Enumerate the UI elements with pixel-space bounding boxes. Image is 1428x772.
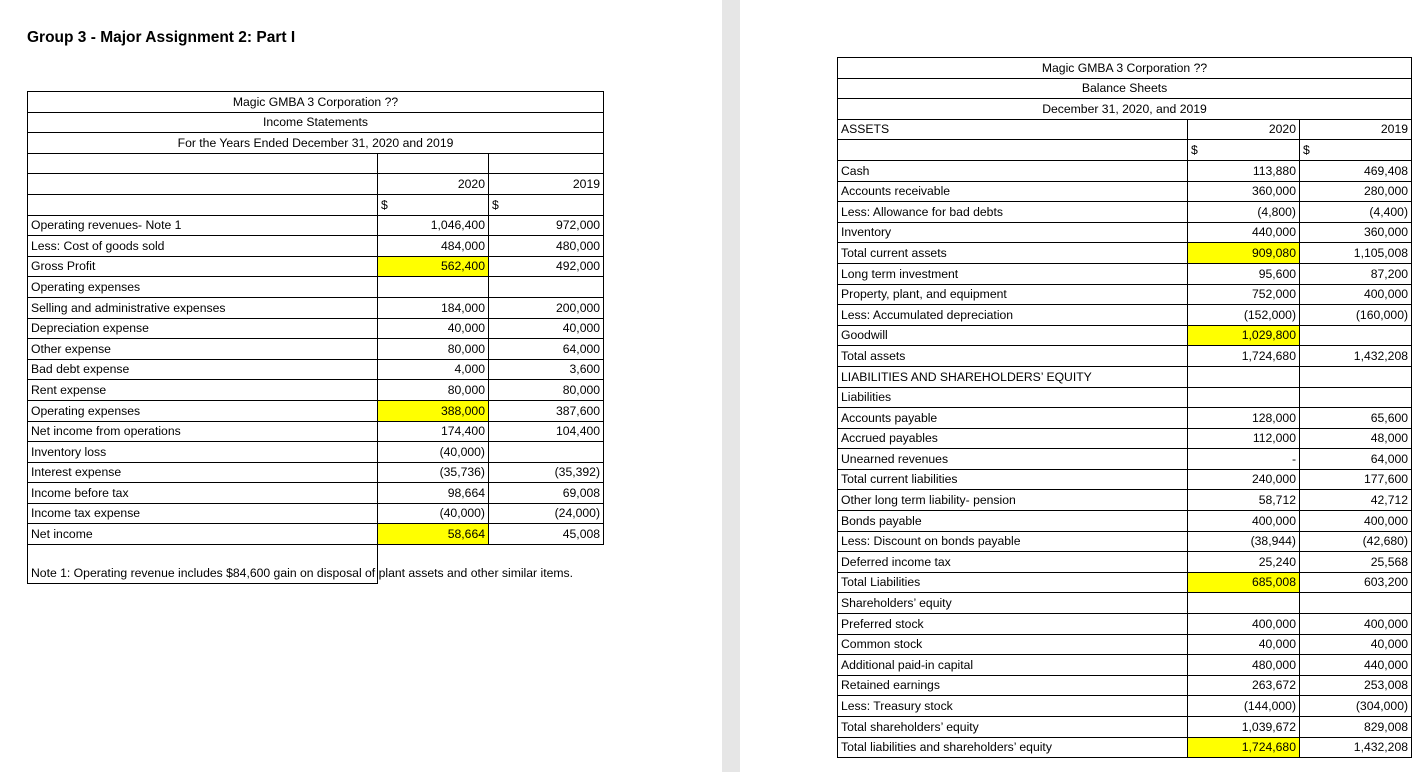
income-col-2019: 2019 (489, 174, 604, 195)
balance-value-2019: 1,432,208 (1300, 737, 1412, 758)
balance-value-2019 (1300, 387, 1412, 408)
page-gutter (722, 0, 740, 772)
balance-row (838, 737, 1412, 758)
balance-row (838, 696, 1412, 717)
balance-row (838, 160, 1412, 181)
balance-row-label: Inventory (838, 222, 1188, 243)
income-row-label: Bad debt expense (28, 359, 378, 380)
balance-row-label: Cash (838, 160, 1188, 181)
balance-row-label: Total current liabilities (838, 469, 1188, 490)
balance-row (838, 408, 1412, 429)
balance-row (838, 449, 1412, 470)
income-row-label: Selling and administrative expenses (28, 297, 378, 318)
period-row (28, 133, 604, 154)
income-value-2020: 562,400 (378, 256, 489, 277)
income-row (28, 483, 604, 504)
income-row-label: Inventory loss (28, 442, 378, 463)
note-row (28, 545, 604, 584)
balance-row (838, 531, 1412, 552)
income-value-2020: 80,000 (378, 339, 489, 360)
balance-row-label: Goodwill (838, 325, 1188, 346)
income-row (28, 462, 604, 483)
income-value-2020: 184,000 (378, 297, 489, 318)
balance-value-2020: 752,000 (1188, 284, 1300, 305)
income-row (28, 359, 604, 380)
balance-row (838, 284, 1412, 305)
balance-value-2019: 1,432,208 (1300, 346, 1412, 367)
income-row-label: Operating expenses (28, 400, 378, 421)
statement-row (838, 78, 1412, 99)
balance-value-2020: 25,240 (1188, 552, 1300, 573)
balance-row (838, 325, 1412, 346)
balance-value-2020: 1,029,800 (1188, 325, 1300, 346)
balance-row (838, 675, 1412, 696)
balance-value-2019: (42,680) (1300, 531, 1412, 552)
balance-value-2019: 25,568 (1300, 552, 1412, 573)
balance-value-2020: 909,080 (1188, 243, 1300, 264)
income-row-label: Operating revenues- Note 1 (28, 215, 378, 236)
balance-value-2019: 400,000 (1300, 614, 1412, 635)
balance-value-2020: 113,880 (1188, 160, 1300, 181)
income-value-2019: (24,000) (489, 503, 604, 524)
balance-period: December 31, 2020, and 2019 (838, 99, 1412, 120)
income-row (28, 256, 604, 277)
currency-symbol-2020: $ (378, 194, 489, 215)
balance-value-2019: 40,000 (1300, 634, 1412, 655)
balance-value-2020: 128,000 (1188, 408, 1300, 429)
period-row (838, 99, 1412, 120)
balance-value-2020: 1,724,680 (1188, 737, 1300, 758)
income-row-label: Net income (28, 524, 378, 545)
balance-value-2019: 177,600 (1300, 469, 1412, 490)
balance-company-name: Magic GMBA 3 Corporation ?? (838, 58, 1412, 79)
income-value-2019: 480,000 (489, 236, 604, 257)
balance-value-2019: 48,000 (1300, 428, 1412, 449)
income-note: Note 1: Operating revenue includes $84,600 gain on disposal of plant assets and other similar items. (28, 545, 378, 584)
balance-value-2020: 58,712 (1188, 490, 1300, 511)
balance-value-2019: (304,000) (1300, 696, 1412, 717)
year-header-row (28, 174, 604, 195)
income-col-2020: 2020 (378, 174, 489, 195)
balance-row-label: Accounts payable (838, 408, 1188, 429)
income-row-label: Income before tax (28, 483, 378, 504)
balance-row-label: LIABILITIES AND SHAREHOLDERS’ EQUITY (838, 366, 1188, 387)
income-row (28, 380, 604, 401)
income-statement-table (27, 91, 604, 584)
balance-row (838, 181, 1412, 202)
income-value-2020: 4,000 (378, 359, 489, 380)
balance-value-2019: 469,408 (1300, 160, 1412, 181)
document-title: Group 3 - Major Assignment 2: Part I (27, 29, 296, 46)
balance-value-2019: 64,000 (1300, 449, 1412, 470)
income-row-label: Rent expense (28, 380, 378, 401)
balance-row (838, 263, 1412, 284)
balance-row-label: Deferred income tax (838, 552, 1188, 573)
income-row-label: Less: Cost of goods sold (28, 236, 378, 257)
balance-value-2020: (38,944) (1188, 531, 1300, 552)
balance-row-label: Additional paid-in capital (838, 655, 1188, 676)
income-row-label: Net income from operations (28, 421, 378, 442)
income-value-2019: (35,392) (489, 462, 604, 483)
balance-value-2019: 360,000 (1300, 222, 1412, 243)
balance-sheet-table (837, 57, 1412, 758)
balance-value-2019: 440,000 (1300, 655, 1412, 676)
income-row-label: Operating expenses (28, 277, 378, 298)
income-row (28, 442, 604, 463)
balance-value-2019: 87,200 (1300, 263, 1412, 284)
balance-row (838, 614, 1412, 635)
income-value-2020: 484,000 (378, 236, 489, 257)
balance-col-2019: 2019 (1300, 119, 1412, 140)
income-row-label: Income tax expense (28, 503, 378, 524)
balance-value-2020: 240,000 (1188, 469, 1300, 490)
company-row (838, 58, 1412, 79)
income-row (28, 277, 604, 298)
currency-symbol-2019: $ (1300, 140, 1412, 161)
balance-row-label: Total shareholders’ equity (838, 717, 1188, 738)
balance-row-label: Bonds payable (838, 511, 1188, 532)
income-row (28, 400, 604, 421)
balance-row (838, 593, 1412, 614)
balance-row (838, 717, 1412, 738)
balance-value-2019: (160,000) (1300, 305, 1412, 326)
balance-value-2019: 65,600 (1300, 408, 1412, 429)
balance-value-2020: (4,800) (1188, 202, 1300, 223)
balance-row-label: Less: Allowance for bad debts (838, 202, 1188, 223)
balance-value-2019 (1300, 325, 1412, 346)
income-value-2019: 104,400 (489, 421, 604, 442)
balance-value-2019 (1300, 593, 1412, 614)
balance-value-2020: (144,000) (1188, 696, 1300, 717)
balance-value-2019: 1,105,008 (1300, 243, 1412, 264)
balance-row-label: Less: Discount on bonds payable (838, 531, 1188, 552)
balance-row (838, 202, 1412, 223)
income-value-2020: (35,736) (378, 462, 489, 483)
balance-value-2020: 360,000 (1188, 181, 1300, 202)
balance-row-label: Unearned revenues (838, 449, 1188, 470)
balance-value-2020 (1188, 387, 1300, 408)
income-row-label: Other expense (28, 339, 378, 360)
income-value-2019: 64,000 (489, 339, 604, 360)
income-value-2020: 1,046,400 (378, 215, 489, 236)
income-row (28, 297, 604, 318)
income-row (28, 524, 604, 545)
income-value-2020: 80,000 (378, 380, 489, 401)
balance-value-2020 (1188, 366, 1300, 387)
balance-value-2019: 280,000 (1300, 181, 1412, 202)
balance-value-2020: (152,000) (1188, 305, 1300, 326)
balance-row (838, 511, 1412, 532)
income-value-2019: 3,600 (489, 359, 604, 380)
balance-row (838, 428, 1412, 449)
income-row (28, 503, 604, 524)
balance-value-2019 (1300, 366, 1412, 387)
balance-row (838, 346, 1412, 367)
balance-value-2019: 42,712 (1300, 490, 1412, 511)
balance-value-2020: 1,039,672 (1188, 717, 1300, 738)
balance-statement-title: Balance Sheets (838, 78, 1412, 99)
income-value-2019: 387,600 (489, 400, 604, 421)
balance-value-2019: 400,000 (1300, 511, 1412, 532)
income-row (28, 215, 604, 236)
balance-row (838, 469, 1412, 490)
income-value-2019: 45,008 (489, 524, 604, 545)
balance-value-2020: - (1188, 449, 1300, 470)
currency-symbol-2020: $ (1188, 140, 1300, 161)
assets-header-row (838, 119, 1412, 140)
balance-row-label: Less: Accumulated depreciation (838, 305, 1188, 326)
balance-row (838, 387, 1412, 408)
balance-value-2020: 400,000 (1188, 614, 1300, 635)
balance-row-label: Accounts receivable (838, 181, 1188, 202)
income-row (28, 421, 604, 442)
balance-row (838, 655, 1412, 676)
balance-row (838, 634, 1412, 655)
balance-row-label: Accrued payables (838, 428, 1188, 449)
balance-value-2019: 603,200 (1300, 572, 1412, 593)
company-row (28, 92, 604, 113)
currency-symbol-2019: $ (489, 194, 604, 215)
balance-col-2020: 2020 (1188, 119, 1300, 140)
income-value-2019: 69,008 (489, 483, 604, 504)
balance-row (838, 490, 1412, 511)
balance-value-2019: 829,008 (1300, 717, 1412, 738)
income-row-label: Depreciation expense (28, 318, 378, 339)
balance-row (838, 243, 1412, 264)
income-value-2020: 58,664 (378, 524, 489, 545)
income-period: For the Years Ended December 31, 2020 and 2019 (28, 133, 604, 154)
balance-value-2019: 400,000 (1300, 284, 1412, 305)
income-value-2020 (378, 277, 489, 298)
balance-row-label: Liabilities (838, 387, 1188, 408)
balance-row (838, 572, 1412, 593)
income-row-label: Gross Profit (28, 256, 378, 277)
balance-value-2019: (4,400) (1300, 202, 1412, 223)
balance-row-label: Preferred stock (838, 614, 1188, 635)
currency-row (838, 140, 1412, 161)
income-company-name: Magic GMBA 3 Corporation ?? (28, 92, 604, 113)
income-value-2019: 200,000 (489, 297, 604, 318)
balance-row-label: Property, plant, and equipment (838, 284, 1188, 305)
income-row-label: Interest expense (28, 462, 378, 483)
income-value-2020: 98,664 (378, 483, 489, 504)
statement-row (28, 112, 604, 133)
income-row (28, 339, 604, 360)
balance-value-2020 (1188, 593, 1300, 614)
balance-row-label: Shareholders’ equity (838, 593, 1188, 614)
income-value-2019: 492,000 (489, 256, 604, 277)
balance-value-2020: 40,000 (1188, 634, 1300, 655)
balance-value-2020: 685,008 (1188, 572, 1300, 593)
income-value-2019 (489, 442, 604, 463)
income-value-2020: 388,000 (378, 400, 489, 421)
balance-row-label: Long term investment (838, 263, 1188, 284)
balance-row-label: Common stock (838, 634, 1188, 655)
balance-value-2020: 95,600 (1188, 263, 1300, 284)
balance-row-label: Other long term liability- pension (838, 490, 1188, 511)
balance-row (838, 305, 1412, 326)
income-value-2020: 174,400 (378, 421, 489, 442)
balance-row-label: Total current assets (838, 243, 1188, 264)
balance-value-2020: 400,000 (1188, 511, 1300, 532)
balance-value-2020: 263,672 (1188, 675, 1300, 696)
income-row (28, 318, 604, 339)
income-statement-title: Income Statements (28, 112, 604, 133)
balance-row-label: Retained earnings (838, 675, 1188, 696)
income-value-2019: 972,000 (489, 215, 604, 236)
balance-value-2019: 253,008 (1300, 675, 1412, 696)
assets-heading: ASSETS (838, 119, 1188, 140)
income-value-2020: 40,000 (378, 318, 489, 339)
income-row (28, 236, 604, 257)
balance-value-2020: 1,724,680 (1188, 346, 1300, 367)
balance-value-2020: 440,000 (1188, 222, 1300, 243)
balance-row (838, 552, 1412, 573)
income-value-2019: 40,000 (489, 318, 604, 339)
balance-row-label: Total liabilities and shareholders’ equity (838, 737, 1188, 758)
balance-row (838, 222, 1412, 243)
blank-row (28, 153, 604, 174)
balance-row-label: Total Liabilities (838, 572, 1188, 593)
currency-row (28, 194, 604, 215)
balance-row (838, 366, 1412, 387)
income-value-2020: (40,000) (378, 442, 489, 463)
income-value-2019 (489, 277, 604, 298)
income-value-2019: 80,000 (489, 380, 604, 401)
balance-row-label: Total assets (838, 346, 1188, 367)
balance-row-label: Less: Treasury stock (838, 696, 1188, 717)
balance-value-2020: 112,000 (1188, 428, 1300, 449)
balance-value-2020: 480,000 (1188, 655, 1300, 676)
income-value-2020: (40,000) (378, 503, 489, 524)
